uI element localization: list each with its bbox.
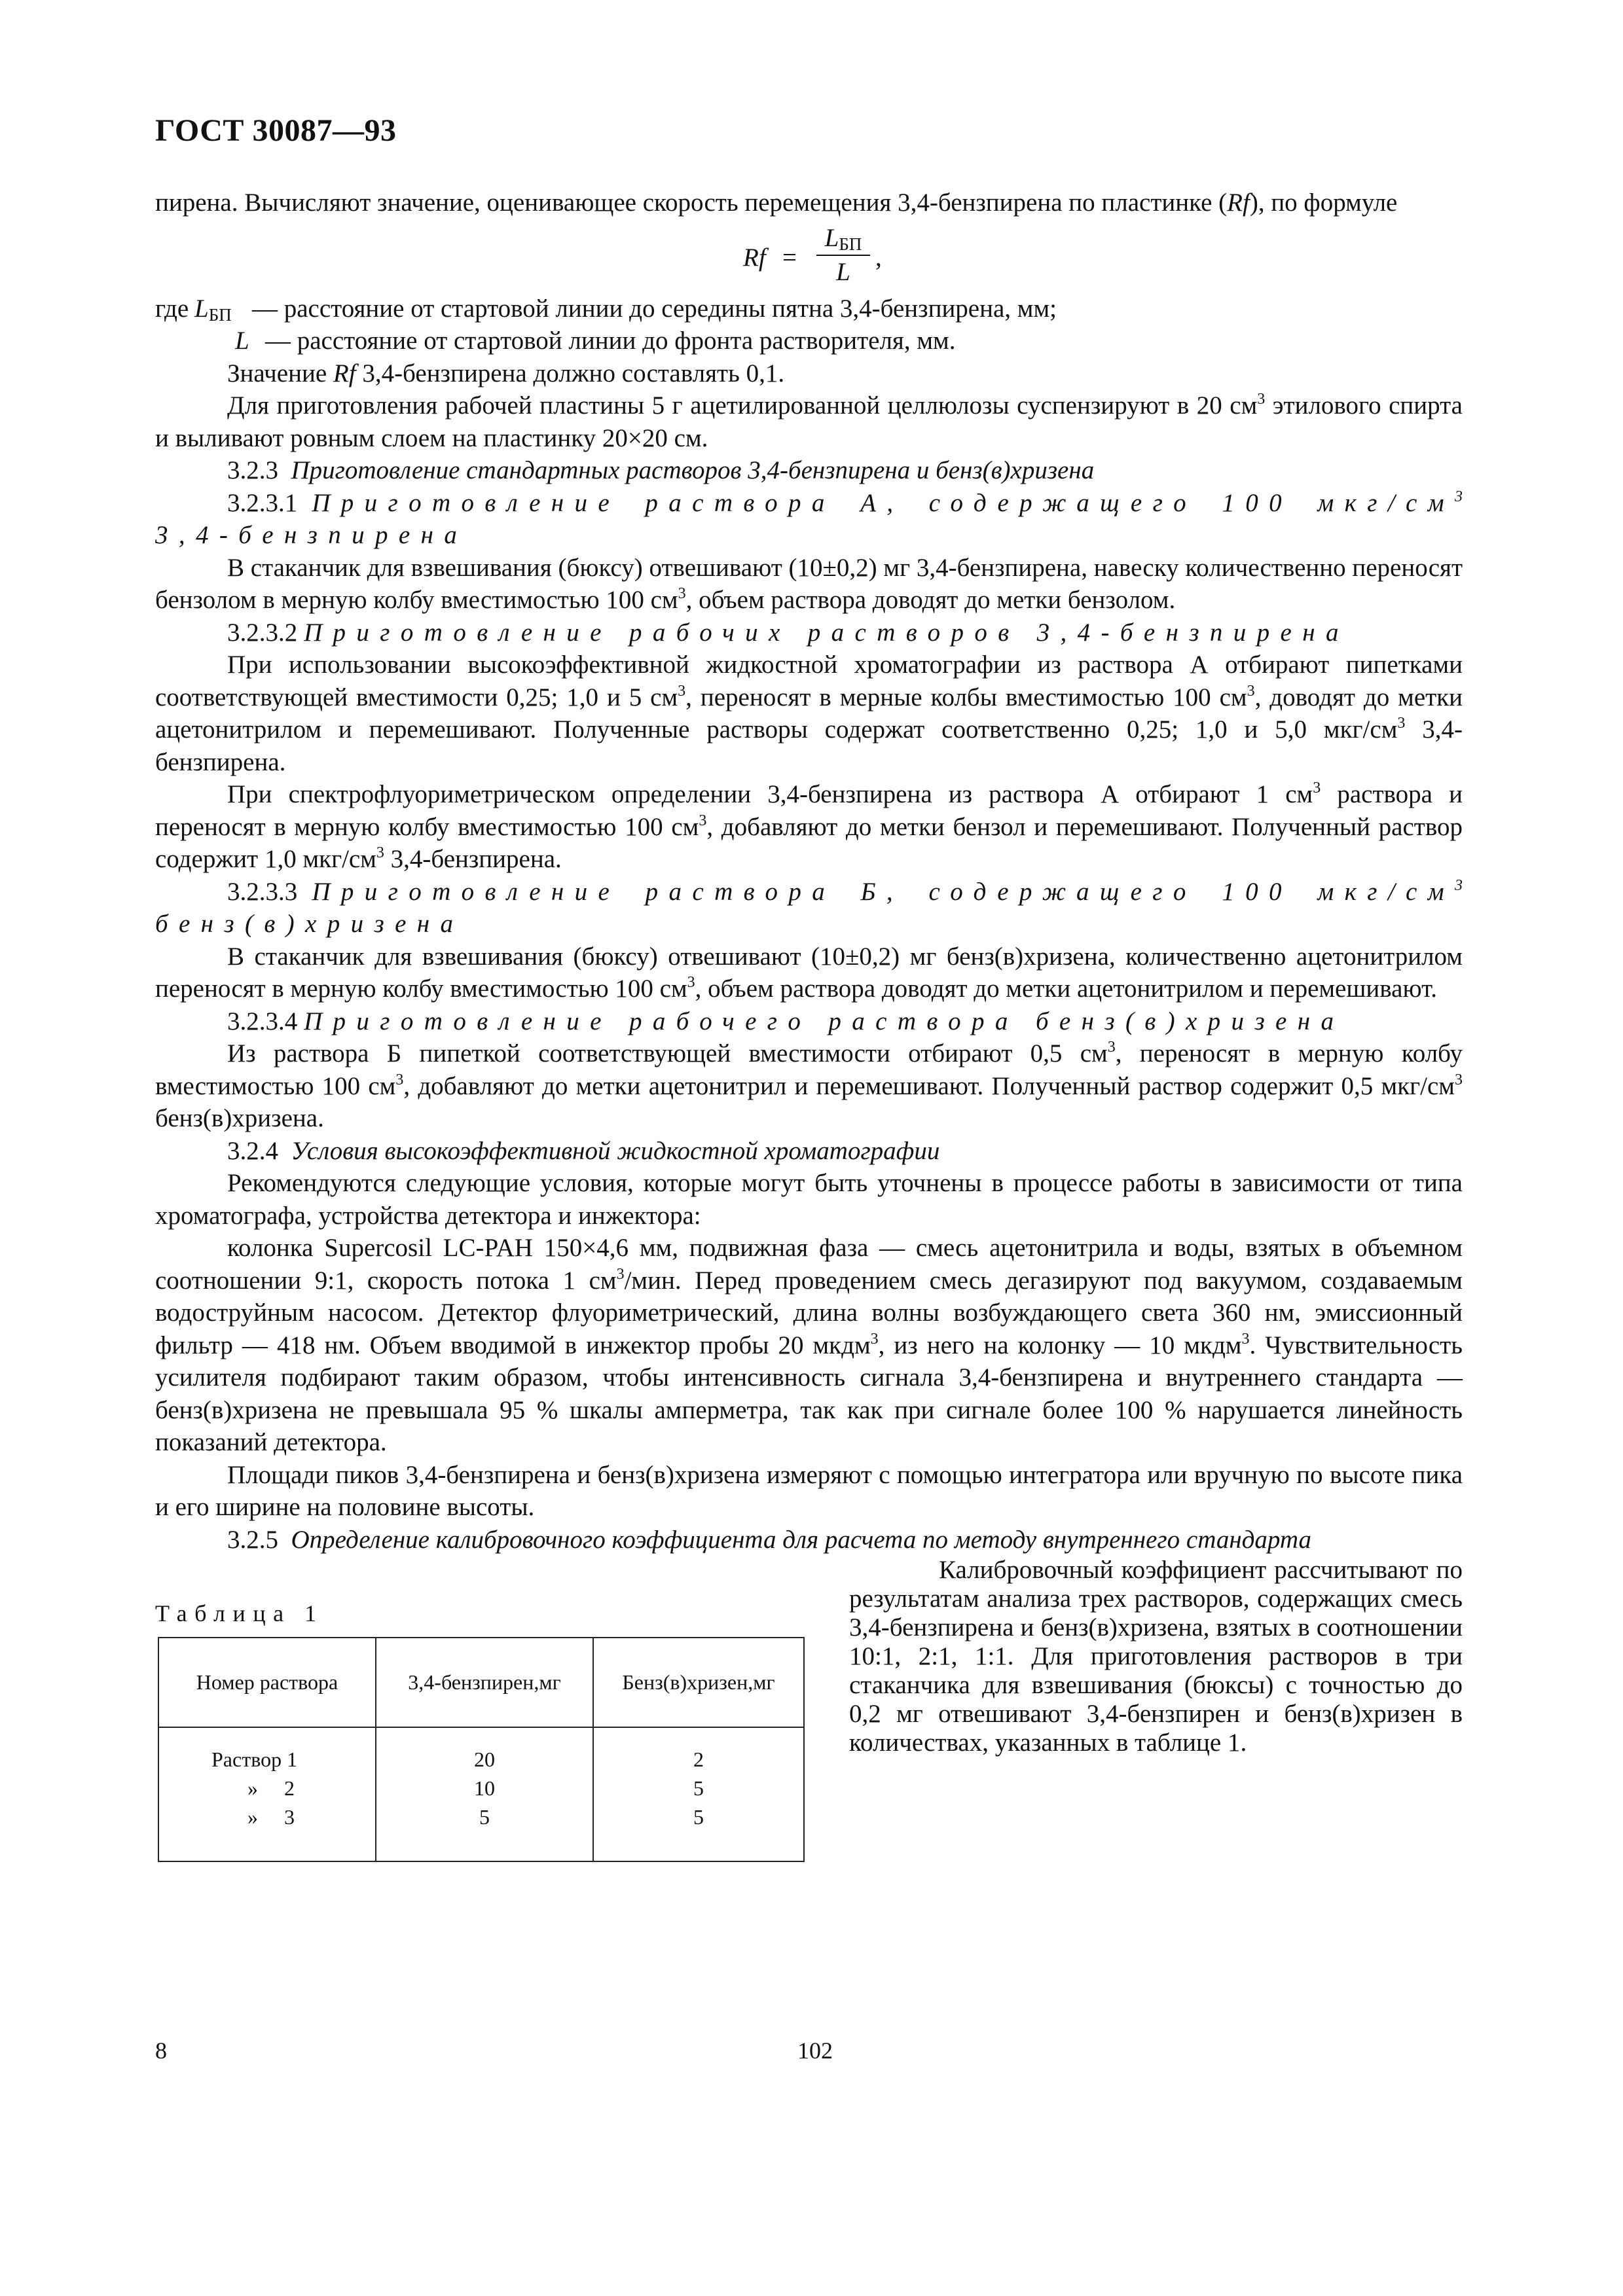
intro-paragraph: пирена. Вычисляют значение, оценивающее скорость перемещения 3,4-бензпирена по пластинке (Rf), по формуле [155, 188, 1398, 217]
page-number-left: 8 [155, 2037, 167, 2064]
formula-lhs: Rf [743, 243, 766, 272]
formula-comma: , [875, 243, 882, 272]
section-3-2-4-paragraph-3: Площади пиков 3,4-бензпирена и бенз(в)хризена измеряют с помощью интегратора или вручную по высоте пика и его ширине на половине высоты. [155, 1460, 1463, 1521]
where-line-1: где $L_{БП}$ — расстояние от стартовой линии до середины пятна 3,4-бензпирена, мм; [155, 293, 1463, 325]
document-body [155, 187, 1463, 1873]
table-cell-benzpyrene: 20 10 5 [376, 1727, 593, 1861]
section-3-2-5-body-column [849, 1556, 1463, 1757]
section-3-2-3-2-paragraph-2: При спектрофлуориметрическом определении 3,4-бензпирена из раствора А отбирают 1 $см^3$ раствора и переносят в мерную колбу вместимостью 100 $см^3$, добавляют до метки бензол и перемешивают. Полученный раствор содержит 1,0 мкг/$см^3$ 3,4-бензпирена. [155, 780, 1463, 873]
where-line-2: L — расстояние от стартовой линии до фронта растворителя, мм. [155, 325, 1463, 357]
section-3-2-3-2-paragraph-1: При использовании высокоэффективной жидкостной хроматографии из раствора А отбирают пипетками соответствующей вместимости 0,25; 1,0 и 5 $см^3$, переносят в мерные колбы вместимостью 100 $см^3$, доводят до метки ацетонитрилом и перемешивают. Полученные растворы содержат соответственно 0,25; 1,0 и 5,0 мкг/$см^3$ 3,4-бензпирена. [155, 651, 1463, 776]
section-3-2-4-paragraph-2: колонка Supercosil LC-PAH 150×4,6 мм, подвижная фаза — смесь ацетонитрила и воды, взятых в объемном соотношении 9:1, скорость потока 1 $см^3$/мин. Перед проведением смесь дегазируют под вакуумом, создаваемым водоструйным насосом. Детектор флуориметрический, длина волны возбуждающего света 360 нм, эмиссионный фильтр — 418 нм. Объем вводимой в инжектор пробы 20 мкдм$^3$, из него на колонку — 10 мкдм$^3$. Чувствительность усилителя подбирают таким образом, чтобы интенсивность сигнала 3,4-бензпирена и внутреннего стандарта — бенз(в)хризена не превышала 95 % шкалы амперметра, так как при сигнале более 100 % нарушается линейность показаний детектора. [155, 1234, 1463, 1456]
section-3-2-3-2-heading: 3.2.3.2 Приготовление рабочих растворов 3,4-бензпирена [227, 618, 1349, 647]
section-3-2-4-paragraph-1: Рекомендуются следующие условия, которые могут быть уточнены в процессе работы в зависимости от типа хроматографа, устройства детектора и инжектора: [155, 1169, 1463, 1230]
table-body-row [158, 1727, 804, 1861]
plate-paragraph: Для приготовления рабочей пластины 5 г ацетилированной целлюлозы суспензируют в 20 $см^3$ этилового спирта и выливают ровным слоем на пластинку 20×20 см. [155, 391, 1463, 452]
table-cell-solution-number: Раствор 1 » 2 » 3 [158, 1727, 376, 1861]
formula-numerator: $L_{БП}$ [824, 223, 862, 254]
section-3-2-5-body: Калибровочный коэффициент рассчитывают по результатам анализа трех растворов, содержащих смесь 3,4-бензпирена и бенз(в)хризена, взятых в соотношении 10:1, 2:1, 1:1. Для приготовления растворов в три стаканчика для взвешивания (бюксы) с точностью до 0,2 мг отвешивают 3,4-бензпирен и бенз(в)хризен в количествах, указанных в таблице 1. [849, 1556, 1463, 1757]
table-cell-benzchrysene: 2 5 5 [593, 1727, 804, 1861]
where-symbol-lbp: $L_{БП}$ [194, 294, 232, 325]
section-3-2-3-1-body: В стаканчик для взвешивания (бюксу) отвешивают (10±0,2) мг 3,4-бензпирена, навеску количественно переносят бензолом в мерную колбу вместимостью 100 $см^3$, объем раствора доводят до метки бензолом. [155, 553, 1463, 614]
section-3-2-4-heading: 3.2.4 Условия высокоэффективной жидкостной хроматографии [227, 1136, 940, 1165]
rf-formula [155, 219, 1463, 293]
section-3-2-3-heading: 3.2.3 Приготовление стандартных растворов 3,4-бензпирена и бенз(в)хризена [227, 456, 1095, 484]
rf-value-paragraph: Значение Rf 3,4-бензпирена должно составлять 0,1. [227, 359, 785, 387]
section-3-2-3-4-heading: 3.2.3.4 Приготовление рабочего раствора бенз(в)хризена [227, 1007, 1345, 1035]
table-1 [158, 1637, 805, 1862]
document-header: ГОСТ 30087—93 [155, 113, 397, 148]
table-header-cell: Номер раствора [158, 1638, 376, 1727]
table-header-cell: Бенз(в)хризен,мг [593, 1638, 804, 1727]
section-3-2-3-3-body: В стаканчик для взвешивания (бюксу) отвешивают (10±0,2) мг бенз(в)хризена, количественно ацетонитрилом переносят в мерную колбу вместимостью 100 $см^3$, объем раствора доводят до метки ацетонитрилом и перемешивают. [155, 942, 1463, 1003]
section-3-2-3-4-body: Из раствора Б пипеткой соответствующей вместимости отбирают 0,5 $см^3$, переносят в мерную колбу вместимостью 100 $см^3$, добавляют до метки ацетонитрил и перемешивают. Полученный раствор содержит 0,5 мкг/$см^3$ бенз(в)хризена. [155, 1039, 1463, 1132]
formula-denominator: L [836, 257, 850, 286]
section-3-2-3-3-heading: 3.2.3.3 Приготовление раствора Б, содержащего 100 мкг/$см^3$ бенз(в)хризена [155, 876, 1463, 938]
formula-equals: = [782, 243, 797, 272]
page-number-center: 102 [797, 2037, 833, 2064]
section-3-2-3-1-heading: 3.2.3.1 Приготовление раствора А, содержащего 100 мкг/$см^3$ 3,4-бензпирена [155, 488, 1463, 549]
table-and-text-block [155, 1558, 1463, 1873]
formula-fraction [816, 222, 870, 289]
table-header-cell: 3,4-бензпирен,мг [376, 1638, 593, 1727]
table-header-row [158, 1638, 804, 1727]
section-3-2-5-heading: 3.2.5 Определение калибровочного коэффициента для расчета по методу внутреннего стандарта [227, 1525, 1312, 1554]
table-caption: Таблица 1 [155, 1600, 324, 1626]
where-symbol-l: L [235, 327, 249, 355]
